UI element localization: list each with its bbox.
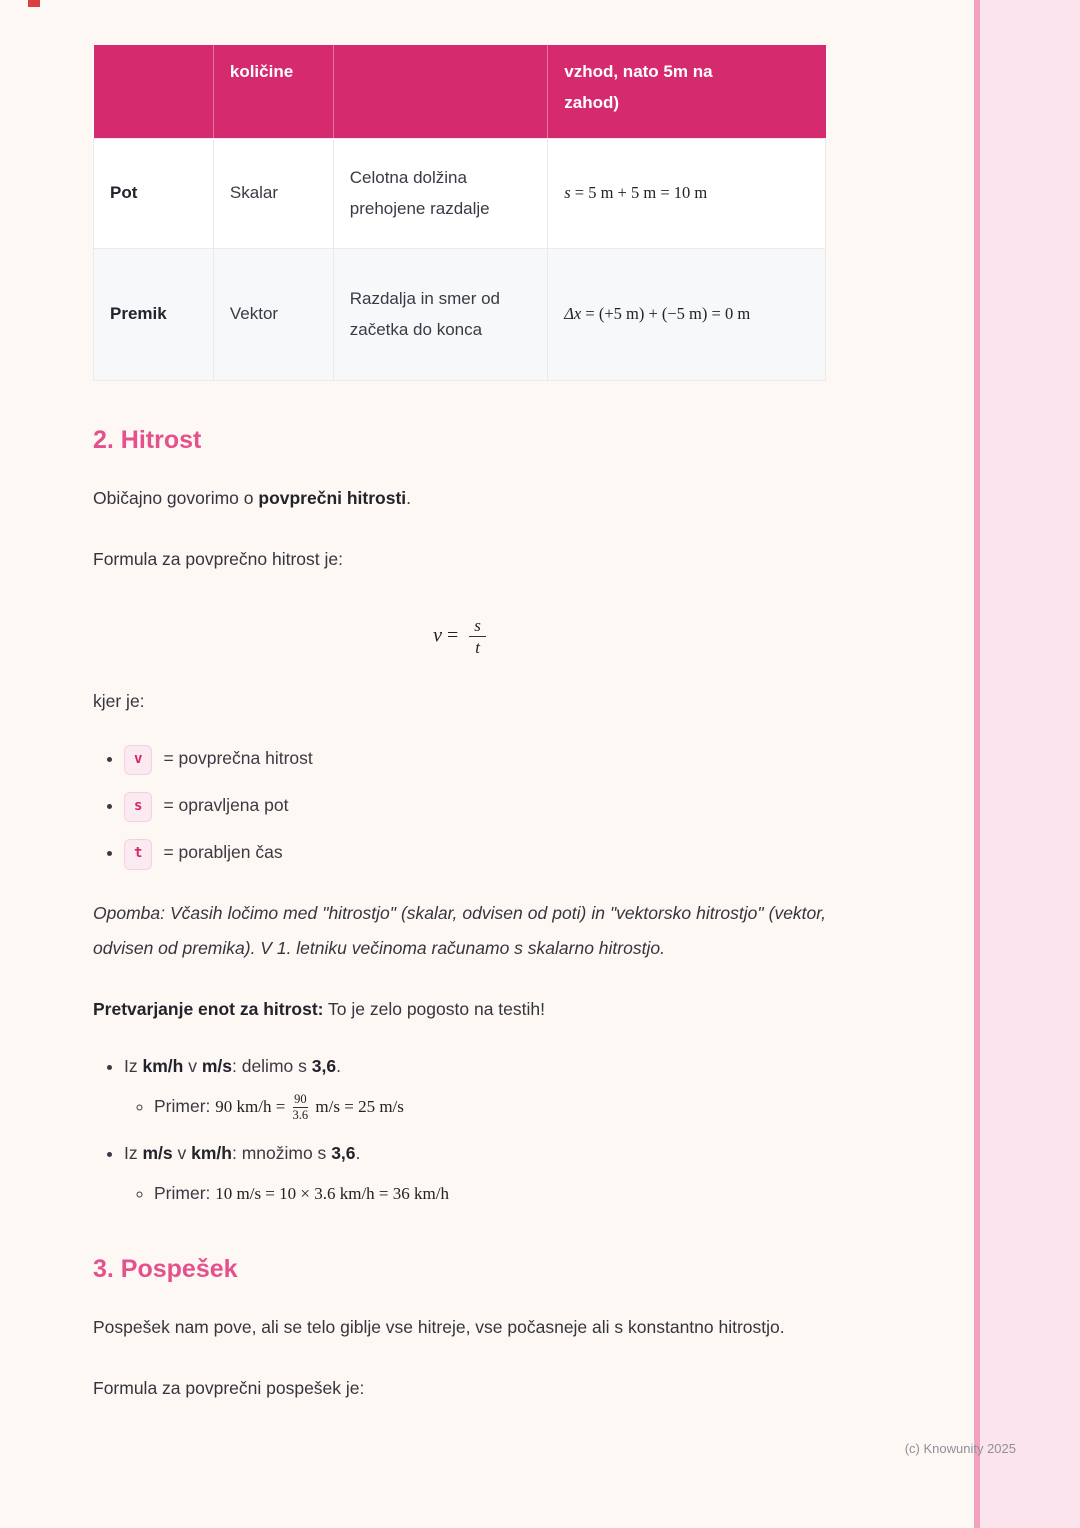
variable-definitions-list [93,743,826,870]
example-item: ◦ Primer: 10 m/s = 10 × 3.6 km/h = 36 km/h [154,1178,826,1210]
paragraph-formula-lead: Formula za povprečno hitrost je: [93,548,343,569]
list-item [124,790,826,822]
row-name: Premik [94,248,214,380]
table-row-premik [94,248,826,380]
average-speed-formula [93,615,826,659]
paragraph-kjer-je: kjer je: [93,691,145,711]
formula-lhs: v [433,623,442,646]
var-badge-s: s [124,792,152,822]
paragraph-pospesek-intro: Pospešek nam pove, ali se telo giblje vse hitreje, vse počasneje ali s konstantno hitrostjo. [93,1317,785,1338]
example-label: Primer: [154,1183,216,1204]
var-badge-t: t [124,839,152,869]
var-def: = povprečna hitrost [163,748,313,768]
header-cell-name [94,45,214,138]
header-cell-example [548,45,826,138]
header-cell-kolicine: količine [213,45,333,138]
page-edge-mark [28,0,40,7]
row-desc: Razdalja in smer od začetka do konca [333,248,548,380]
header-line-2: zahod) [564,92,620,112]
row-desc: Celotna dolžina prehojene razdalje [333,138,548,248]
example-sublist [124,1178,826,1210]
row-formula: s = 5 m + 5 m = 10 m [548,138,826,248]
var-badge-v: v [124,745,152,775]
formula-fraction [469,615,486,659]
section-heading-pospesek: 3. Pospešek [93,1255,238,1284]
row-name: Pot [94,138,214,248]
paragraph-intro: Običajno govorimo o povprečni hitrosti. [93,487,412,508]
pot-premik-table [93,45,826,381]
fraction-denominator: t [469,636,486,658]
list-item-kmh-to-ms: • Iz km/h v m/s: delimo s 3,6. ◦ Primer: 90 km/h = $\frac{90}{3.6}$ m/s = 25 m/s [124,1051,826,1123]
table-header-row [94,45,826,138]
paragraph-pretvarjanje: Pretvarjanje enot za hitrost: To je zelo pogosto na testih! [93,998,545,1019]
right-margin-line [974,0,980,1528]
row-type: Skalar [213,138,333,248]
var-def: = opravljena pot [163,795,289,816]
list-item [124,743,826,775]
example-label: Primer: [154,1096,216,1117]
document-content [93,45,826,1406]
paragraph-opomba: Opomba: Včasih ločimo med "hitrostjo" (skalar, odvisen od poti) in "vektorsko hitrostjo" (vektor, odvisen od premika). V 1. letniku večinoma računamo s skalarno hitrostjo. [93,902,826,958]
example-sublist [124,1091,826,1123]
table-row-pot [94,138,826,248]
conversion-list [93,1051,826,1210]
paragraph-pospesek-formula-lead: Formula za povprečni pospešek je: [93,1378,365,1399]
formula-equals: = [441,623,464,646]
fraction-numerator: s [474,615,481,635]
section-heading-hitrost: 2. Hitrost [93,425,202,454]
list-item-ms-to-kmh: • Iz m/s v km/h: množimo s 3,6. ◦ Primer: 10 m/s = 10 × 3.6 km/h = 36 km/h [124,1138,826,1210]
row-type: Vektor [213,248,333,380]
list-item [124,837,826,869]
right-margin-band [980,0,1080,1528]
header-cell-desc [333,45,548,138]
small-fraction: $\frac{90}{3.6}$ [292,1091,309,1122]
var-def: = porabljen čas [163,842,283,863]
copyright-text: (c) Knowunity 2025 [904,1441,1016,1456]
row-formula: Δx = (+5 m) + (−5 m) = 0 m [548,248,826,380]
example-item: ◦ Primer: 90 km/h = $\frac{90}{3.6}$ m/s = 25 m/s [154,1091,826,1123]
header-line-1: vzhod, nato 5m na [564,62,713,81]
